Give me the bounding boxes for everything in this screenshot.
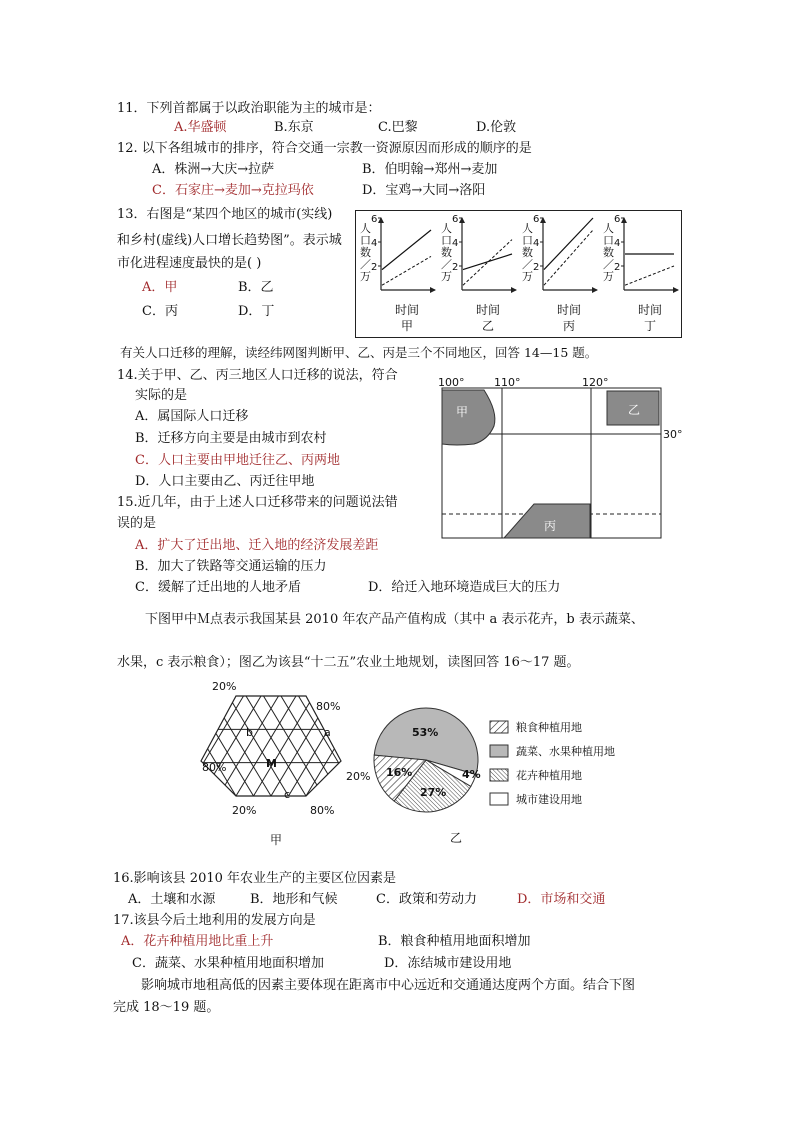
panel-name: 甲 (401, 319, 414, 333)
caption-yi: 乙 (450, 831, 463, 845)
q15-option-d: D．给迁入地环境造成巨大的压力 (368, 580, 561, 595)
region-bing-label: 丙 (544, 519, 557, 533)
y-axis-label-char: 数 (441, 246, 452, 259)
q14-stem-line1: 14.关于甲、乙、丙三地区人口迁移的说法，符合 (117, 368, 398, 383)
y-axis-label-char: 口 (360, 234, 371, 247)
region-yi-label: 乙 (628, 403, 641, 417)
q11-option-c: C.巴黎 (378, 120, 418, 135)
q13-option-b: B．乙 (238, 280, 274, 295)
y-axis-label-char: 人 (441, 222, 452, 235)
y-axis-label-char: 人 (522, 222, 533, 235)
lat-lon-grid-map (436, 374, 688, 542)
q13-option-c: C．丙 (142, 304, 178, 319)
population-trend-chart (355, 210, 682, 338)
lon-label-110: 110° (494, 376, 521, 389)
lon-label-120: 120° (582, 376, 609, 389)
y-axis-label-char: 口 (603, 234, 614, 247)
legend-flower: 花卉种植用地 (516, 769, 582, 782)
label-c: c (284, 788, 291, 801)
q17-option-a: A．花卉种植用地比重上升 (121, 934, 274, 949)
y-tick-label: 4 (614, 238, 621, 249)
q13-option-d: D．丁 (238, 304, 275, 319)
q14-option-c: C．人口主要由甲地迁往乙、丙两地 (135, 453, 340, 468)
y-axis-label-char: ／ (522, 258, 533, 271)
legend-swatch-urban (490, 793, 508, 805)
q13-stem-line3: 市化进程速度最快的是( ) (117, 256, 262, 271)
label-b: b (246, 726, 253, 739)
q14-stem-line2: 实际的是 (135, 388, 188, 403)
y-tick-label: 2 (371, 262, 378, 273)
legend-vegetable: 蔬菜、水果种植用地 (516, 745, 615, 758)
land-use-pie-figure (368, 696, 628, 846)
q16-option-a: A．土壤和水源 (128, 892, 216, 907)
y-tick-label: 6 (371, 214, 378, 225)
triangle-diagram (196, 676, 376, 846)
q17-option-b: B．粮食种植用地面积增加 (378, 934, 531, 949)
q15-option-c: C．缓解了迁出地的人地矛盾 (135, 580, 301, 595)
y-tick-label: 2 (614, 262, 621, 273)
legend-swatch-vegetable (490, 745, 508, 757)
y-tick-label: 6 (533, 214, 540, 225)
label-left-80: 80% (202, 761, 227, 774)
y-axis-label-char: 万 (522, 270, 533, 283)
q11-option-b: B.东京 (274, 120, 314, 135)
label-bottom-right-80: 80% (310, 804, 335, 817)
q17-stem: 17.该县今后土地利用的发展方向是 (113, 913, 316, 928)
y-axis-label-char: ／ (360, 258, 371, 271)
q16-option-c: C．政策和劳动力 (376, 892, 477, 907)
q12-stem: 12. 以下各组城市的排序，符合交通一宗教一资源原因而形成的顺序的是 (117, 141, 532, 156)
panel-name: 丙 (563, 319, 576, 333)
region-jia (442, 390, 495, 445)
q16-option-b: B．地形和气候 (250, 892, 338, 907)
intro18-line1: 影响城市地租高低的因素主要体现在距离市中心远近和交通通达度两个方面。结合下图 (141, 978, 636, 993)
legend-swatch-grain (490, 721, 508, 733)
q13-option-a: A．甲 (142, 280, 178, 295)
intro16-line1: 下图甲中Ｍ点表示我国某县 2010 年农产品产值构成（其中 a 表示花卉，b 表示蔬菜、 (145, 612, 644, 627)
pie-label-27: 27% (420, 786, 447, 799)
y-axis-label-char: 人 (603, 222, 614, 235)
q14-option-b: B．迁移方向主要是由城市到农村 (135, 431, 327, 446)
label-right-20: 20% (346, 770, 371, 783)
y-axis-label-char: 数 (603, 246, 614, 259)
label-upper-right-80: 80% (316, 700, 341, 713)
x-axis-label: 时间 (638, 303, 663, 317)
q12-option-d: D．宝鸡→大同→洛阳 (362, 183, 486, 198)
q15-option-a: A．扩大了迁出地、迁入地的经济发展差距 (135, 538, 379, 553)
q11-option-d: D.伦敦 (476, 120, 517, 135)
lon-label-100: 100° (438, 376, 465, 389)
q15-stem-line1: 15.近几年，由于上述人口迁移带来的问题说法错 (117, 495, 398, 510)
y-axis-label-char: 人 (360, 222, 371, 235)
pie-label-16: 16% (386, 766, 413, 779)
y-axis-label-char: 口 (522, 234, 533, 247)
caption-jia: 甲 (270, 833, 283, 846)
y-axis-label-char: 万 (360, 270, 371, 283)
y-axis-label-char: 数 (360, 246, 371, 259)
y-tick-label: 2 (452, 262, 459, 273)
x-axis-label: 时间 (557, 303, 582, 317)
q17-option-c: C．蔬菜、水果种植用地面积增加 (132, 956, 324, 971)
y-tick-label: 2 (533, 262, 540, 273)
lat-label-30: 30° (663, 428, 683, 441)
q11-option-a: A.华盛顿 (174, 120, 227, 135)
q15-option-b: B．加大了铁路等交通运输的压力 (135, 559, 327, 574)
y-axis-label-char: ／ (603, 258, 614, 271)
legend-urban: 城市建设用地 (516, 793, 582, 806)
q14-option-d: D．人口主要由乙、丙迁往甲地 (135, 474, 315, 489)
intro18-line2: 完成 18～19 题。 (113, 1000, 220, 1015)
pie-label-53: 53% (412, 726, 439, 739)
q15-stem-line2: 误的是 (117, 516, 157, 531)
grid-line (211, 696, 331, 846)
q16-option-d: D．市场和交通 (517, 892, 606, 907)
panel-name: 丁 (644, 319, 657, 333)
panel-name: 乙 (482, 319, 495, 333)
y-tick-label: 6 (614, 214, 621, 225)
y-axis-label-char: 数 (522, 246, 533, 259)
y-axis-label-char: ／ (441, 258, 452, 271)
intro16-line2: 水果，c 表示粮食）；图乙为该县“十二五”农业土地规划，读图回答 16～17 题。 (117, 655, 580, 670)
y-axis-label-char: 万 (603, 270, 614, 283)
q16-stem: 16.影响该县 2010 年农业生产的主要区位因素是 (113, 871, 397, 886)
q13-stem-line1: 13．右图是“某四个地区的城市(实线) (117, 207, 333, 222)
migration-intro: 有关人口迁移的理解，读经纬网图判断甲、乙、丙是三个不同地区，回答 14—15 题。 (120, 345, 598, 360)
label-m: M (266, 757, 277, 770)
grid-line (211, 696, 331, 846)
q12-option-a: A．株洲→大庆→拉萨 (152, 162, 275, 177)
legend-swatch-flower (490, 769, 508, 781)
q17-option-d: D．冻结城市建设用地 (384, 956, 512, 971)
q14-option-a: A．属国际人口迁移 (135, 409, 249, 424)
legend-grain: 粮食种植用地 (516, 721, 582, 734)
q12-option-c: C．石家庄→麦加→克拉玛依 (152, 183, 314, 198)
region-jia-label: 甲 (456, 405, 469, 419)
x-axis-label: 时间 (476, 303, 501, 317)
y-tick-label: 4 (452, 238, 459, 249)
y-axis-label-char: 口 (441, 234, 452, 247)
q13-stem-line2: 和乡村(虚线)人口增长趋势图”。表示城 (117, 233, 342, 248)
y-axis-label-char: 万 (441, 270, 452, 283)
pie-label-4: 4% (462, 768, 481, 781)
y-tick-label: 6 (452, 214, 459, 225)
y-tick-label: 4 (533, 238, 540, 249)
x-axis-label: 时间 (395, 303, 420, 317)
label-top-20: 20% (212, 680, 237, 693)
q11-stem: 11．下列首都属于以政治职能为主的城市是： (117, 101, 381, 116)
y-tick-label: 4 (371, 238, 378, 249)
q12-option-b: B．伯明翰→郑州→麦加 (362, 162, 498, 177)
label-a: a (324, 726, 331, 739)
label-bottom-left-20: 20% (232, 804, 257, 817)
